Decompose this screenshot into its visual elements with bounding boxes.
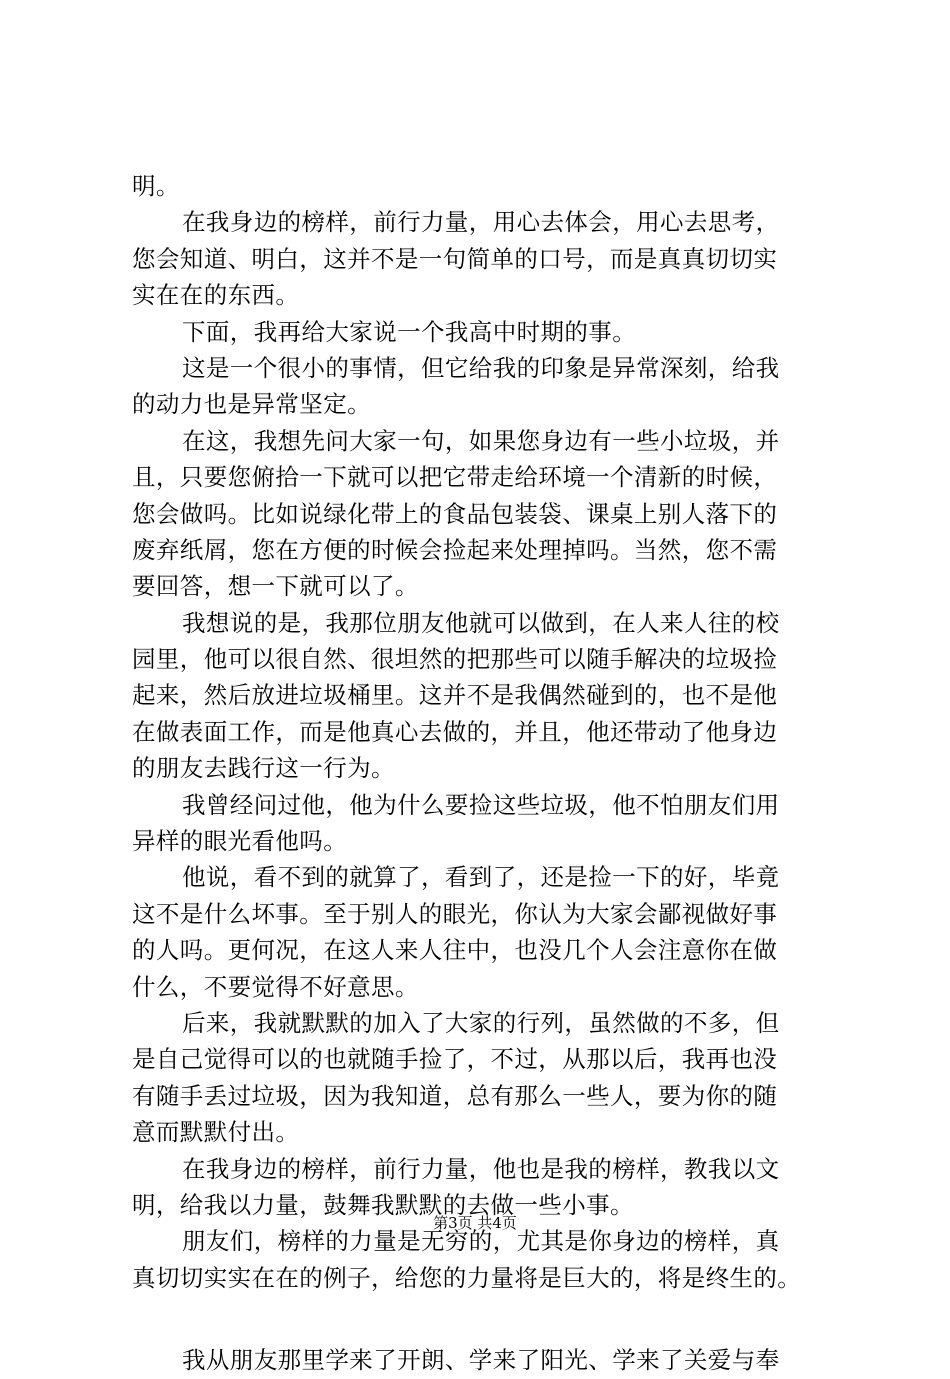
text-line: 有随手丢过垃圾，因为我知道，总有那么一些人，要为你的随	[132, 1081, 778, 1110]
text-line: 在我身边的榜样，前行力量，用心去体会，用心去思考，	[182, 208, 780, 237]
text-line: 在做表面工作，而是他真心去做的，并且，他还带动了他身边	[132, 717, 778, 746]
text-line: 在我身边的榜样，前行力量，他也是我的榜样，教我以文	[182, 1154, 780, 1183]
text-line: 下面，我再给大家说一个我高中时期的事。	[182, 317, 637, 346]
text-line: 明，给我以力量，鼓舞我默默的去做一些小事。	[132, 1190, 634, 1219]
text-line: 在这，我想先问大家一句，如果您身边有一些小垃圾，并	[182, 426, 780, 455]
page-footer: 第3页 共4页	[433, 1214, 517, 1232]
text-line-continued: 我从朋友那里学来了开朗、学来了阳光、学来了关爱与奉	[182, 1346, 780, 1375]
text-line: 的动力也是异常坚定。	[132, 390, 371, 419]
text-line: 朋友们，榜样的力量是无穷的，尤其是你身边的榜样，真	[182, 1227, 780, 1256]
text-line: 后来，我就默默的加入了大家的行列，虽然做的不多，但	[182, 1008, 780, 1037]
text-line: 园里，他可以很自然、很坦然的把那些可以随手解决的垃圾捡	[132, 645, 778, 674]
text-line: 起来，然后放进垃圾桶里。这并不是我偶然碰到的，也不是他	[132, 681, 778, 710]
document-body	[132, 168, 832, 1379]
text-line: 的朋友去践行这一行为。	[132, 754, 395, 783]
text-line: 且，只要您俯拾一下就可以把它带走给环境一个清新的时候，	[132, 463, 778, 492]
text-line: 这不是什么坏事。至于别人的眼光，你认为大家会鄙视做好事	[132, 899, 778, 928]
text-line: 您会做吗。比如说绿化带上的食品包装袋、课桌上别人落下的	[132, 499, 778, 528]
text-line: 您会知道、明白，这并不是一句简单的口号，而是真真切切实	[132, 244, 778, 273]
text-line: 真切切实实在在的例子，给您的力量将是巨大的，将是终生的。	[132, 1263, 802, 1292]
text-line: 明。	[132, 172, 180, 200]
text-line: 我想说的是，我那位朋友他就可以做到，在人来人往的校	[182, 608, 780, 637]
text-line: 要回答，想一下就可以了。	[132, 572, 419, 601]
text-line: 实在在的东西。	[132, 281, 300, 310]
text-line: 是自己觉得可以的也就随手捡了，不过，从那以后，我再也没	[132, 1045, 778, 1074]
text-line: 什么，不要觉得不好意思。	[132, 972, 419, 1001]
text-line: 的人吗。更何况，在这人来人往中，也没几个人会注意你在做	[132, 936, 778, 965]
text-line: 异样的眼光看他吗。	[132, 827, 348, 856]
text-line: 他说，看不到的就算了，看到了，还是捡一下的好，毕竟	[182, 863, 780, 892]
text-line: 这是一个很小的事情，但它给我的印象是异常深刻，给我	[182, 353, 780, 382]
text-line: 废弃纸屑，您在方便的时候会捡起来处理掉吗。当然，您不需	[132, 535, 778, 564]
text-line: 我曾经问过他，他为什么要捡这些垃圾，他不怕朋友们用	[182, 790, 780, 819]
paragraph-gap	[132, 1296, 832, 1342]
text-line: 意而默默付出。	[132, 1118, 300, 1147]
